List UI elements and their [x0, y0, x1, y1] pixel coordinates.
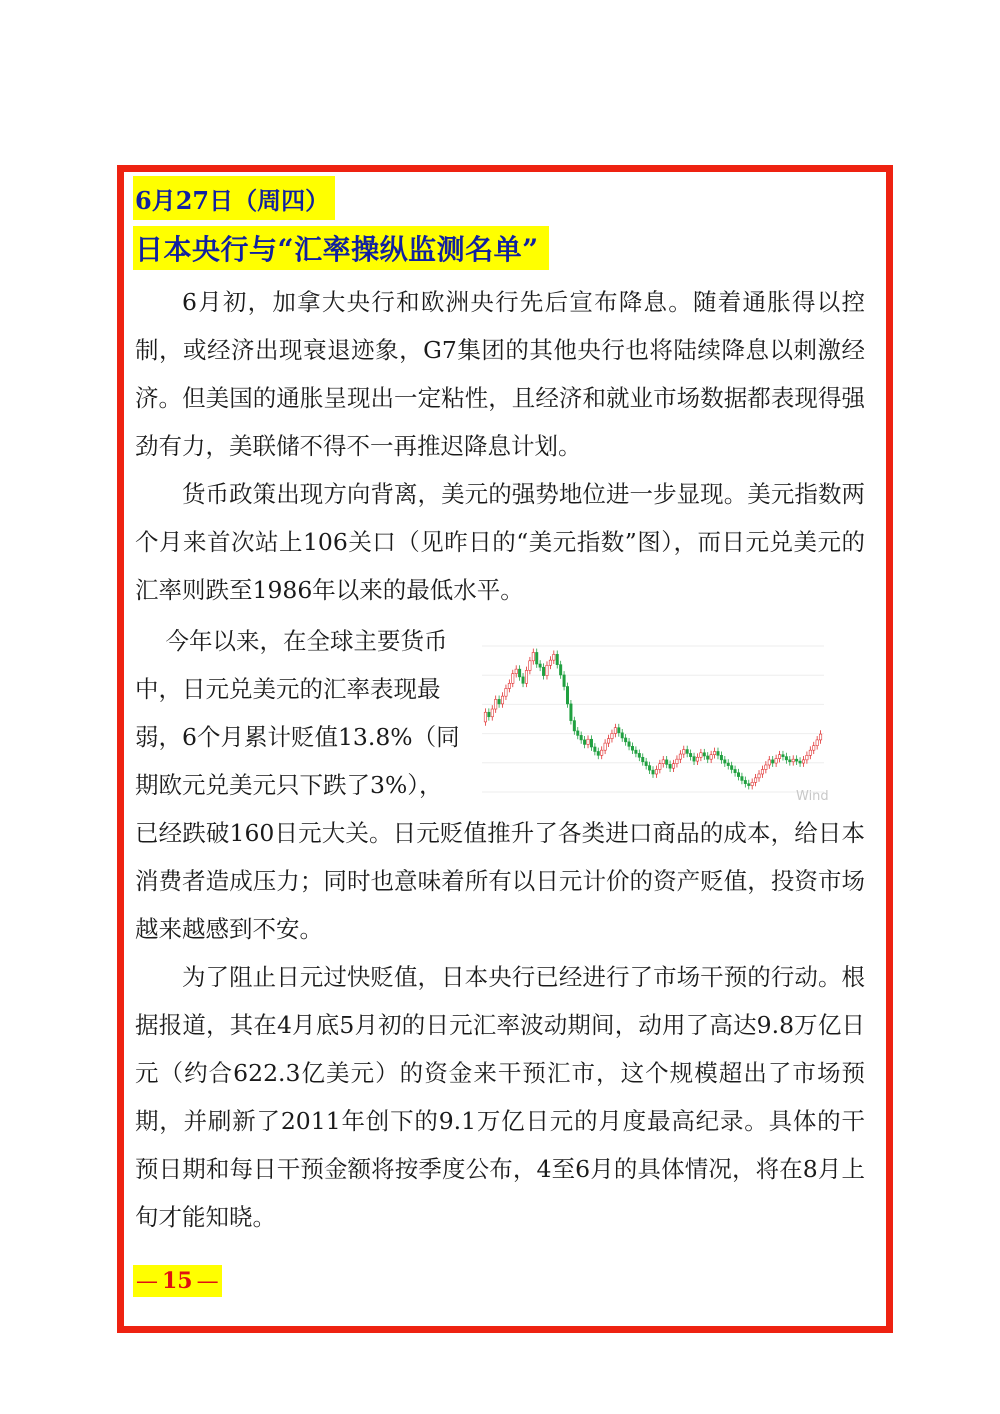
- candle-down: [628, 742, 630, 747]
- candle-down: [734, 769, 736, 772]
- candle-down: [631, 746, 633, 750]
- candle-up: [491, 709, 493, 717]
- candle-up: [614, 728, 616, 734]
- candle-up: [819, 734, 821, 740]
- candle-up: [662, 760, 664, 764]
- paragraph-4: 为了阻止日元过快贬值，日本央行已经进行了市场干预的行动。根据报道，其在4月底5月初的日元汇率波动期间，动用了高达9.8万亿日元（约合622.3亿美元）的资金来干预汇市，这个规模超出了市场预期，并刷新了2011年创下的9.1万亿日元的月度最高纪录。具体的干预日期和每日干预金额将按季度公布，4至6月的具体情况，将在8月上旬才能知晓。: [135, 963, 865, 1231]
- candle-down: [645, 762, 647, 766]
- candle-up: [778, 755, 780, 759]
- candle-up: [508, 683, 510, 688]
- candle-up: [494, 699, 496, 709]
- candle-down: [556, 654, 558, 664]
- candle-up: [532, 652, 534, 660]
- candle-up: [611, 733, 613, 738]
- candle-up: [553, 654, 555, 660]
- candle-up: [549, 660, 551, 665]
- candle-up: [515, 669, 517, 674]
- candle-up: [679, 754, 681, 759]
- candle-down: [789, 760, 791, 762]
- candle-up: [765, 765, 767, 770]
- paragraph-1: 6月初，加拿大央行和欧洲央行先后宣布降息。随着通胀得以控制，或经济出现衰退迹象，G7集团的其他央行也将陆续降息以刺激经济。但美国的通胀呈现出一定粘性，且经济和就业市场数据都表现得强劲有力，美联储不得不一再推迟降息计划。: [135, 288, 865, 460]
- candle-down: [597, 751, 599, 755]
- candle-up: [505, 688, 507, 696]
- candle-up: [676, 759, 678, 764]
- candle-down: [488, 712, 490, 717]
- candle-down: [703, 753, 705, 756]
- candle-down: [522, 677, 524, 683]
- candle-down: [621, 733, 623, 738]
- candle-up: [607, 739, 609, 744]
- paragraph-3-line: 中，日元兑美元的汇率表现最: [135, 675, 441, 703]
- candle-down: [498, 699, 500, 704]
- candle-down: [689, 753, 691, 756]
- paragraph-3-line: 弱，6个月累计贬值13.8%（同: [135, 723, 460, 751]
- candle-down: [748, 784, 750, 786]
- article-title: 日本央行与“汇率操纵监测名单”: [133, 226, 549, 270]
- candle-up: [655, 769, 657, 774]
- candle-up: [659, 764, 661, 770]
- chart-watermark: Wind: [796, 789, 829, 804]
- candle-down: [539, 664, 541, 667]
- candle-down: [730, 766, 732, 770]
- candle-up: [713, 751, 715, 754]
- candle-down: [642, 757, 644, 762]
- candle-up: [672, 764, 674, 769]
- candle-up: [484, 712, 486, 722]
- candle-down: [570, 704, 572, 721]
- candle-up: [501, 696, 503, 704]
- candle-up: [809, 750, 811, 755]
- paragraph-2: 货币政策出现方向背离，美元的强势地位进一步显现。美元指数两个月来首次站上106关口（见昨日的“美元指数”图），而日元兑美元的汇率则跌至1986年以来的最低水平。: [135, 480, 865, 604]
- candle-up: [761, 769, 763, 774]
- candle-down: [518, 669, 520, 677]
- candle-down: [618, 728, 620, 733]
- candle-up: [758, 774, 760, 778]
- candle-down: [669, 764, 671, 768]
- candle-down: [573, 721, 575, 731]
- candle-down: [580, 735, 582, 740]
- candle-down: [648, 766, 650, 771]
- candle-up: [775, 759, 777, 764]
- candle-down: [727, 763, 729, 766]
- candle-up: [816, 740, 818, 746]
- candle-down: [652, 770, 654, 774]
- candle-down: [744, 780, 746, 783]
- page-number-dash-left: —: [136, 1268, 158, 1294]
- paragraph-3-line: 今年以来，在全球主要货币: [165, 627, 448, 655]
- candle-up: [754, 778, 756, 783]
- paragraph-3-continued: 已经跌破160日元大关。日元贬值推升了各类进口商品的成本，给日本消费者造成压力；同时也意味着所有以日元计价的资产贬值，投资市场越来越感到不安。: [135, 819, 865, 943]
- candle-up: [529, 661, 531, 671]
- candle-up: [792, 759, 794, 762]
- candle-down: [720, 755, 722, 760]
- candle-down: [686, 750, 688, 754]
- candle-down: [577, 731, 579, 736]
- candle-up: [601, 750, 603, 755]
- candle-down: [772, 760, 774, 763]
- candle-down: [782, 755, 784, 757]
- candle-down: [594, 747, 596, 752]
- candle-up: [587, 739, 589, 744]
- candle-down: [799, 761, 801, 763]
- candle-up: [806, 755, 808, 760]
- candle-down: [536, 652, 538, 664]
- candle-up: [813, 746, 815, 751]
- candle-down: [563, 675, 565, 687]
- candle-down: [583, 740, 585, 745]
- candle-down: [665, 760, 667, 765]
- usdjpy-candlestick-chart: [474, 632, 848, 804]
- candle-down: [795, 759, 797, 761]
- candle-down: [542, 667, 544, 675]
- candle-down: [693, 757, 695, 762]
- page-number: [133, 1265, 222, 1297]
- candle-down: [635, 750, 637, 753]
- candle-up: [710, 755, 712, 760]
- candle-up: [768, 760, 770, 765]
- candle-down: [785, 757, 787, 760]
- candle-up: [700, 753, 702, 758]
- page-number-value: 15: [162, 1268, 193, 1294]
- candle-down: [638, 753, 640, 757]
- paragraph-3-line: 期欧元兑美元只下跌了3%），: [135, 771, 443, 799]
- candle-down: [741, 777, 743, 781]
- candle-up: [683, 750, 685, 755]
- page-number-dash-right: —: [196, 1268, 219, 1294]
- candle-down: [559, 665, 561, 675]
- candle-down: [566, 687, 568, 704]
- candle-down: [724, 760, 726, 763]
- paragraph-3-wrapped: [135, 617, 465, 809]
- candle-down: [707, 756, 709, 759]
- candle-down: [717, 751, 719, 755]
- candle-up: [802, 760, 804, 763]
- candle-down: [737, 773, 739, 777]
- candle-up: [751, 782, 753, 785]
- candle-up: [696, 757, 698, 761]
- date-heading: 6月27日（周四）: [133, 176, 335, 220]
- candle-up: [512, 674, 514, 684]
- candle-up: [604, 743, 606, 750]
- candle-down: [624, 738, 626, 742]
- candle-up: [525, 670, 527, 683]
- candle-down: [590, 739, 592, 747]
- candle-up: [546, 665, 548, 675]
